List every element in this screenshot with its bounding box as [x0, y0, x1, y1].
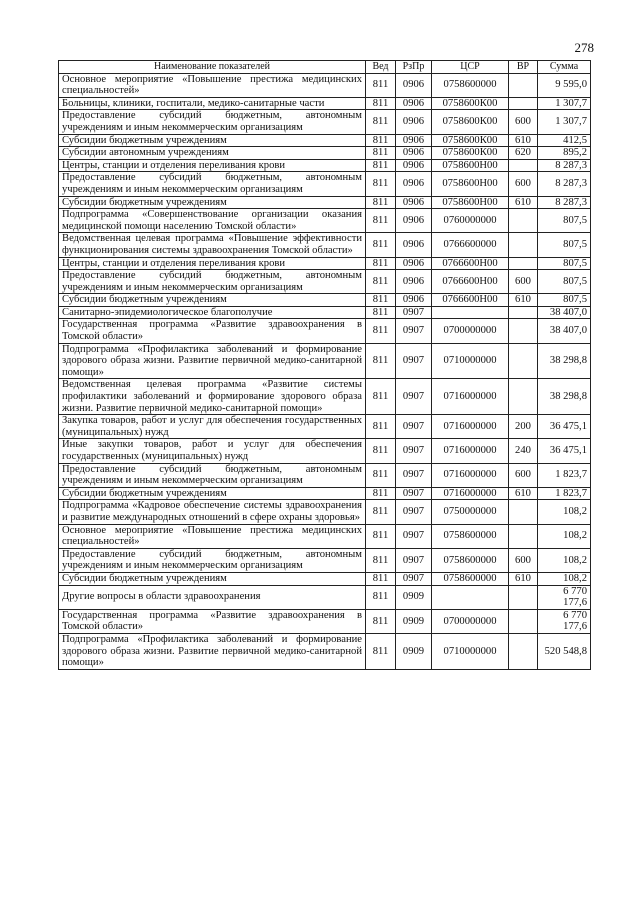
cell-csr: 0766600000 — [432, 233, 509, 257]
cell-csr — [432, 585, 509, 609]
budget-table — [58, 60, 591, 670]
cell-ved: 811 — [366, 257, 396, 270]
cell-sum: 520 548,8 — [538, 633, 591, 669]
cell-name: Субсидии автономным учреждениям — [59, 147, 366, 160]
cell-csr: 0758600Н00 — [432, 196, 509, 209]
cell-csr: 0710000000 — [432, 343, 509, 379]
cell-name: Предоставление субсидий бюджетным, автономным учреждениям и иным некоммерческим организациям — [59, 110, 366, 134]
cell-csr: 0760000000 — [432, 209, 509, 233]
cell-name: Другие вопросы в области здравоохранения — [59, 585, 366, 609]
cell-rzpr: 0906 — [396, 257, 432, 270]
cell-sum: 807,5 — [538, 257, 591, 270]
cell-sum: 108,2 — [538, 524, 591, 548]
cell-sum: 1 823,7 — [538, 487, 591, 500]
cell-ved: 811 — [366, 379, 396, 415]
cell-rzpr: 0909 — [396, 609, 432, 633]
cell-ved: 811 — [366, 172, 396, 196]
header-rzpr: РзПр — [396, 61, 432, 74]
cell-csr: 0766600Н00 — [432, 294, 509, 307]
cell-rzpr: 0909 — [396, 633, 432, 669]
table-body — [59, 73, 591, 669]
cell-name: Закупка товаров, работ и услуг для обеспечения государственных (муниципальных) нужд — [59, 415, 366, 439]
cell-sum: 9 595,0 — [538, 73, 591, 97]
cell-vr — [509, 257, 538, 270]
table-row — [59, 294, 591, 307]
cell-name: Основное мероприятие «Повышение престижа медицинских специальностей» — [59, 73, 366, 97]
cell-vr — [509, 524, 538, 548]
table-row — [59, 415, 591, 439]
cell-rzpr: 0906 — [396, 73, 432, 97]
cell-name: Государственная программа «Развитие здравоохранения в Томской области» — [59, 319, 366, 343]
table-row — [59, 73, 591, 97]
cell-vr — [509, 73, 538, 97]
cell-sum: 8 287,3 — [538, 159, 591, 172]
cell-vr — [509, 233, 538, 257]
cell-name: Государственная программа «Развитие здравоохранения в Томской области» — [59, 609, 366, 633]
cell-vr — [509, 97, 538, 110]
cell-ved: 811 — [366, 196, 396, 209]
cell-ved: 811 — [366, 270, 396, 294]
cell-rzpr: 0907 — [396, 548, 432, 572]
cell-sum: 36 475,1 — [538, 415, 591, 439]
cell-name: Субсидии бюджетным учреждениям — [59, 294, 366, 307]
table-row — [59, 159, 591, 172]
cell-sum: 1 307,7 — [538, 97, 591, 110]
table-row — [59, 524, 591, 548]
cell-sum: 6 770 177,6 — [538, 585, 591, 609]
cell-csr: 0758600Н00 — [432, 159, 509, 172]
cell-ved: 811 — [366, 110, 396, 134]
cell-sum: 1 823,7 — [538, 463, 591, 487]
cell-ved: 811 — [366, 609, 396, 633]
table-row — [59, 609, 591, 633]
cell-csr: 0716000000 — [432, 379, 509, 415]
cell-rzpr: 0907 — [396, 379, 432, 415]
table-row — [59, 306, 591, 319]
cell-vr: 600 — [509, 548, 538, 572]
cell-vr — [509, 319, 538, 343]
cell-sum: 895,2 — [538, 147, 591, 160]
cell-rzpr: 0906 — [396, 196, 432, 209]
table-row — [59, 233, 591, 257]
cell-sum: 108,2 — [538, 572, 591, 585]
cell-vr: 610 — [509, 196, 538, 209]
cell-ved: 811 — [366, 500, 396, 524]
cell-csr: 0758600000 — [432, 572, 509, 585]
cell-sum: 108,2 — [538, 548, 591, 572]
cell-ved: 811 — [366, 306, 396, 319]
cell-rzpr: 0907 — [396, 463, 432, 487]
cell-rzpr: 0906 — [396, 233, 432, 257]
cell-csr: 0716000000 — [432, 415, 509, 439]
table-row — [59, 585, 591, 609]
cell-rzpr: 0907 — [396, 306, 432, 319]
cell-vr — [509, 306, 538, 319]
cell-rzpr: 0906 — [396, 172, 432, 196]
cell-csr — [432, 306, 509, 319]
cell-csr: 0758600К00 — [432, 110, 509, 134]
cell-csr: 0758600Н00 — [432, 172, 509, 196]
cell-rzpr: 0907 — [396, 487, 432, 500]
cell-ved: 811 — [366, 209, 396, 233]
cell-name: Субсидии бюджетным учреждениям — [59, 487, 366, 500]
cell-name: Ведомственная целевая программа «Повышение эффективности функционирования системы здравоохранения Томской области» — [59, 233, 366, 257]
cell-rzpr: 0906 — [396, 159, 432, 172]
cell-name: Субсидии бюджетным учреждениям — [59, 196, 366, 209]
table-row — [59, 572, 591, 585]
cell-ved: 811 — [366, 73, 396, 97]
table-row — [59, 463, 591, 487]
table-row — [59, 97, 591, 110]
cell-vr: 600 — [509, 270, 538, 294]
cell-ved: 811 — [366, 343, 396, 379]
cell-name: Подпрограмма «Совершенствование организации оказания медицинской помощи населению Томской области» — [59, 209, 366, 233]
table-row — [59, 500, 591, 524]
cell-name: Подпрограмма «Профилактика заболеваний и формирование здорового образа жизни. Развитие первичной медико-санитарной помощи» — [59, 633, 366, 669]
cell-csr: 0716000000 — [432, 439, 509, 463]
cell-vr — [509, 609, 538, 633]
cell-name: Субсидии бюджетным учреждениям — [59, 572, 366, 585]
cell-rzpr: 0909 — [396, 585, 432, 609]
table-row — [59, 439, 591, 463]
cell-vr: 610 — [509, 572, 538, 585]
cell-sum: 38 407,0 — [538, 306, 591, 319]
cell-vr — [509, 209, 538, 233]
cell-sum: 807,5 — [538, 209, 591, 233]
cell-rzpr: 0906 — [396, 134, 432, 147]
cell-name: Подпрограмма «Кадровое обеспечение системы здравоохранения и развитие международных отношений в сфере охраны здоровья» — [59, 500, 366, 524]
header-ved: Вед — [366, 61, 396, 74]
cell-csr: 0758600000 — [432, 73, 509, 97]
header-name: Наименование показателей — [59, 61, 366, 74]
cell-rzpr: 0907 — [396, 500, 432, 524]
cell-csr: 0758600000 — [432, 548, 509, 572]
cell-name: Санитарно-эпидемиологическое благополучие — [59, 306, 366, 319]
cell-ved: 811 — [366, 633, 396, 669]
cell-ved: 811 — [366, 585, 396, 609]
cell-name: Центры, станции и отделения переливания крови — [59, 159, 366, 172]
cell-sum: 807,5 — [538, 233, 591, 257]
cell-csr: 0758600000 — [432, 524, 509, 548]
table-row — [59, 147, 591, 160]
cell-ved: 811 — [366, 463, 396, 487]
cell-csr: 0766600Н00 — [432, 257, 509, 270]
cell-ved: 811 — [366, 294, 396, 307]
table-row — [59, 319, 591, 343]
header-sum: Сумма — [538, 61, 591, 74]
cell-ved: 811 — [366, 319, 396, 343]
cell-name: Предоставление субсидий бюджетным, автономным учреждениям и иным некоммерческим организациям — [59, 172, 366, 196]
table-row — [59, 270, 591, 294]
cell-sum: 38 298,8 — [538, 343, 591, 379]
cell-name: Основное мероприятие «Повышение престижа медицинских специальностей» — [59, 524, 366, 548]
cell-csr: 0758600К00 — [432, 134, 509, 147]
cell-rzpr: 0907 — [396, 572, 432, 585]
table-header-row — [59, 61, 591, 74]
cell-ved: 811 — [366, 439, 396, 463]
cell-ved: 811 — [366, 572, 396, 585]
cell-vr: 600 — [509, 110, 538, 134]
cell-csr: 0758600К00 — [432, 147, 509, 160]
table-row — [59, 487, 591, 500]
cell-ved: 811 — [366, 548, 396, 572]
cell-name: Центры, станции и отделения переливания крови — [59, 257, 366, 270]
cell-sum: 412,5 — [538, 134, 591, 147]
cell-vr: 610 — [509, 487, 538, 500]
cell-ved: 811 — [366, 524, 396, 548]
header-csr: ЦСР — [432, 61, 509, 74]
cell-ved: 811 — [366, 159, 396, 172]
table-row — [59, 257, 591, 270]
cell-vr: 610 — [509, 294, 538, 307]
cell-vr: 240 — [509, 439, 538, 463]
cell-vr — [509, 585, 538, 609]
cell-ved: 811 — [366, 233, 396, 257]
page-number: 278 — [574, 40, 594, 55]
cell-name: Предоставление субсидий бюджетным, автономным учреждениям и иным некоммерческим организациям — [59, 463, 366, 487]
cell-name: Предоставление субсидий бюджетным, автономным учреждениям и иным некоммерческим организациям — [59, 548, 366, 572]
cell-sum: 36 475,1 — [538, 439, 591, 463]
table-row — [59, 196, 591, 209]
cell-csr: 0766600Н00 — [432, 270, 509, 294]
cell-ved: 811 — [366, 487, 396, 500]
cell-name: Больницы, клиники, госпитали, медико-санитарные части — [59, 97, 366, 110]
cell-rzpr: 0907 — [396, 319, 432, 343]
cell-sum: 8 287,3 — [538, 196, 591, 209]
table-row — [59, 633, 591, 669]
cell-rzpr: 0907 — [396, 415, 432, 439]
cell-ved: 811 — [366, 147, 396, 160]
cell-name: Ведомственная целевая программа «Развитие системы профилактики заболеваний и формирование здорового образа жизни. Развитие первичной медико-санитарной помощи» — [59, 379, 366, 415]
table-row — [59, 172, 591, 196]
cell-csr: 0716000000 — [432, 487, 509, 500]
cell-ved: 811 — [366, 134, 396, 147]
cell-ved: 811 — [366, 97, 396, 110]
cell-ved: 811 — [366, 415, 396, 439]
table-row — [59, 110, 591, 134]
cell-sum: 8 287,3 — [538, 172, 591, 196]
cell-name: Субсидии бюджетным учреждениям — [59, 134, 366, 147]
header-vr: ВР — [509, 61, 538, 74]
cell-rzpr: 0906 — [396, 209, 432, 233]
cell-vr: 620 — [509, 147, 538, 160]
cell-name: Предоставление субсидий бюджетным, автономным учреждениям и иным некоммерческим организациям — [59, 270, 366, 294]
cell-rzpr: 0906 — [396, 97, 432, 110]
cell-sum: 38 298,8 — [538, 379, 591, 415]
cell-csr: 0758600К00 — [432, 97, 509, 110]
cell-name: Иные закупки товаров, работ и услуг для обеспечения государственных (муниципальных) нужд — [59, 439, 366, 463]
cell-vr — [509, 159, 538, 172]
cell-sum: 38 407,0 — [538, 319, 591, 343]
cell-sum: 108,2 — [538, 500, 591, 524]
cell-csr: 0716000000 — [432, 463, 509, 487]
cell-rzpr: 0907 — [396, 343, 432, 379]
table-row — [59, 548, 591, 572]
cell-vr — [509, 343, 538, 379]
cell-vr — [509, 379, 538, 415]
cell-rzpr: 0907 — [396, 439, 432, 463]
table-row — [59, 209, 591, 233]
cell-name: Подпрограмма «Профилактика заболеваний и формирование здорового образа жизни. Развитие первичной медико-санитарной помощи» — [59, 343, 366, 379]
cell-rzpr: 0906 — [396, 270, 432, 294]
cell-sum: 6 770 177,6 — [538, 609, 591, 633]
cell-vr: 600 — [509, 172, 538, 196]
cell-vr — [509, 500, 538, 524]
cell-csr: 0750000000 — [432, 500, 509, 524]
table-row — [59, 134, 591, 147]
cell-csr: 0700000000 — [432, 609, 509, 633]
table-row — [59, 343, 591, 379]
cell-vr: 600 — [509, 463, 538, 487]
cell-rzpr: 0906 — [396, 294, 432, 307]
cell-vr — [509, 633, 538, 669]
cell-sum: 1 307,7 — [538, 110, 591, 134]
cell-rzpr: 0907 — [396, 524, 432, 548]
table-row — [59, 379, 591, 415]
cell-csr: 0700000000 — [432, 319, 509, 343]
cell-csr: 0710000000 — [432, 633, 509, 669]
cell-sum: 807,5 — [538, 294, 591, 307]
cell-vr: 200 — [509, 415, 538, 439]
cell-sum: 807,5 — [538, 270, 591, 294]
cell-vr: 610 — [509, 134, 538, 147]
cell-rzpr: 0906 — [396, 110, 432, 134]
cell-rzpr: 0906 — [396, 147, 432, 160]
